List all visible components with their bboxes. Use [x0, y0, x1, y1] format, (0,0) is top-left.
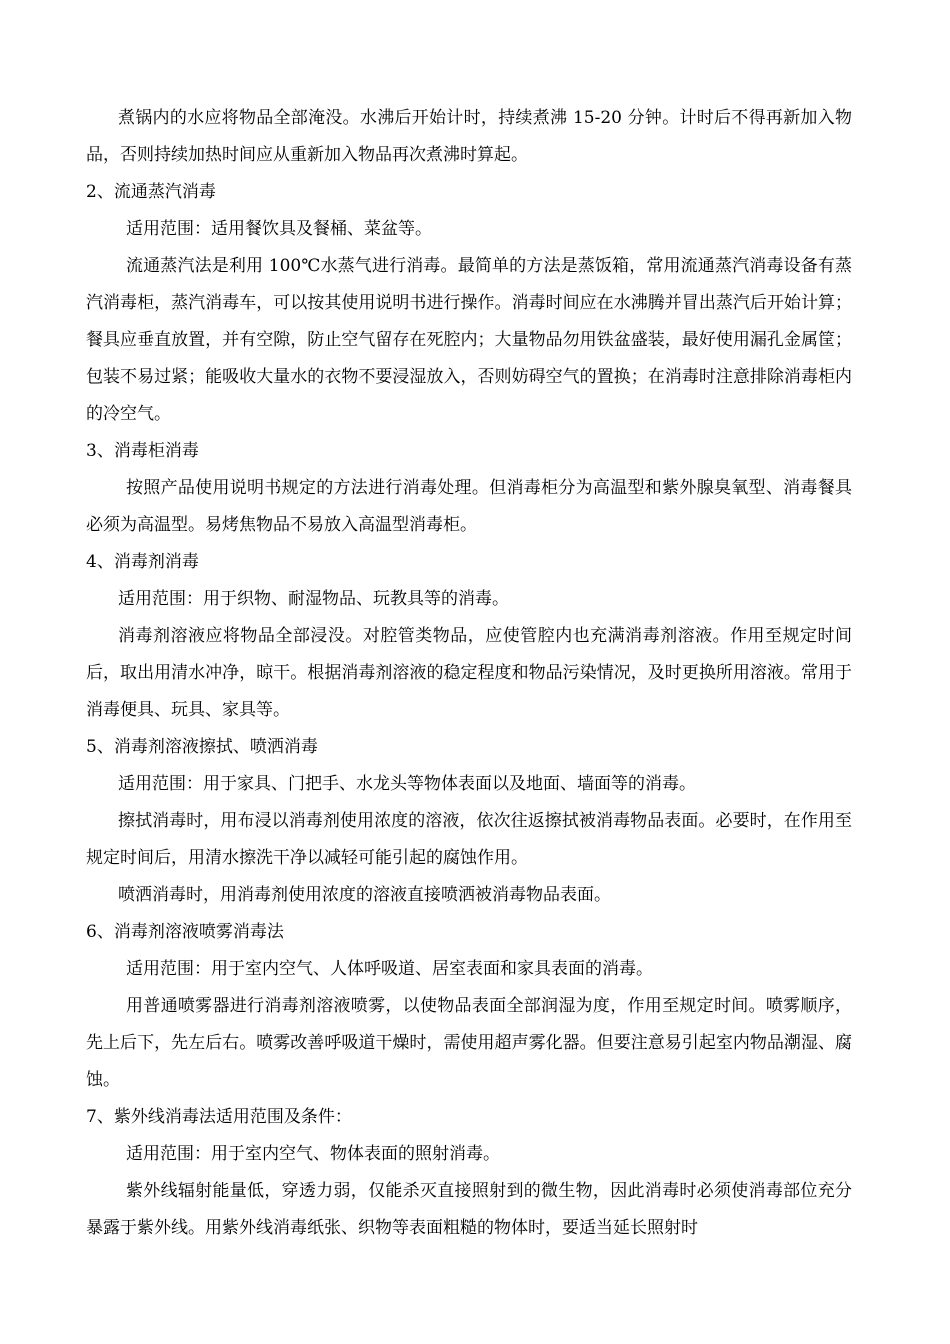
disinfectant-scope: 适用范围：用于织物、耐湿物品、玩教具等的消毒。	[118, 589, 509, 609]
mist-body: 用普通喷雾器进行消毒剂溶液喷雾，以使物品表面全部润湿为度，作用至规定时间。喷雾顺序，先上后下，先左后右。喷雾改善呼吸道干燥时，需使用超声雾化器。但要注意易引起室内物品潮湿、腐蚀。	[86, 996, 852, 1090]
heading-mist-spray: 6、消毒剂溶液喷雾消毒法	[86, 922, 284, 942]
heading-steam-disinfection: 2、流通蒸汽消毒	[86, 182, 216, 202]
heading-wipe-spray: 5、消毒剂溶液擦拭、喷洒消毒	[86, 737, 318, 757]
uv-scope: 适用范围：用于室内空气、物体表面的照射消毒。	[126, 1144, 500, 1164]
disinfectant-body: 消毒剂溶液应将物品全部浸没。对腔管类物品，应使管腔内也充满消毒剂溶液。作用至规定时间后，取出用清水冲净，晾干。根据消毒剂溶液的稳定程度和物品污染情况，及时更换所用溶液。常用于消毒便具、玩具、家具等。	[86, 626, 852, 720]
spray-body: 喷洒消毒时，用消毒剂使用浓度的溶液直接喷洒被消毒物品表面。	[118, 885, 611, 905]
heading-uv: 7、紫外线消毒法适用范围及条件：	[86, 1107, 352, 1127]
heading-disinfectant: 4、消毒剂消毒	[86, 552, 199, 572]
wipe-spray-scope: 适用范围：用于家具、门把手、水龙头等物体表面以及地面、墙面等的消毒。	[118, 774, 696, 794]
paragraph-boiling-continued: 煮锅内的水应将物品全部淹没。水沸后开始计时，持续煮沸 15-20 分钟。计时后不得再新加入物品，否则持续加热时间应从重新加入物品再次煮沸时算起。	[86, 108, 852, 165]
mist-scope: 适用范围：用于室内空气、人体呼吸道、居室表面和家具表面的消毒。	[126, 959, 653, 979]
uv-body: 紫外线辐射能量低，穿透力弱，仅能杀灭直接照射到的微生物，因此消毒时必须使消毒部位充分暴露于紫外线。用紫外线消毒纸张、织物等表面粗糙的物体时，要适当延长照射时	[86, 1181, 852, 1238]
wipe-body: 擦拭消毒时，用布浸以消毒剂使用浓度的溶液，依次往返擦拭被消毒物品表面。必要时，在作用至规定时间后，用清水擦洗干净以减轻可能引起的腐蚀作用。	[86, 811, 852, 868]
cabinet-body: 按照产品使用说明书规定的方法进行消毒处理。但消毒柜分为高温型和紫外腺臭氧型、消毒餐具必须为高温型。易烤焦物品不易放入高温型消毒柜。	[86, 478, 852, 535]
steam-scope: 适用范围：适用餐饮具及餐桶、菜盆等。	[126, 219, 432, 239]
heading-cabinet-disinfection: 3、消毒柜消毒	[86, 441, 199, 461]
steam-body: 流通蒸汽法是利用 100℃水蒸气进行消毒。最简单的方法是蒸饭箱，常用流通蒸汽消毒设备有蒸汽消毒柜，蒸汽消毒车，可以按其使用说明书进行操作。消毒时间应在水沸腾并冒出蒸汽后开始计算；餐具应垂直放置，并有空隙，防止空气留存在死腔内；大量物品勿用铁盆盛装，最好使用漏孔金属筐；包装不易过紧；能吸收大量水的衣物不要浸湿放入，否则妨碍空气的置换；在消毒时注意排除消毒柜内的冷空气。	[86, 256, 852, 424]
